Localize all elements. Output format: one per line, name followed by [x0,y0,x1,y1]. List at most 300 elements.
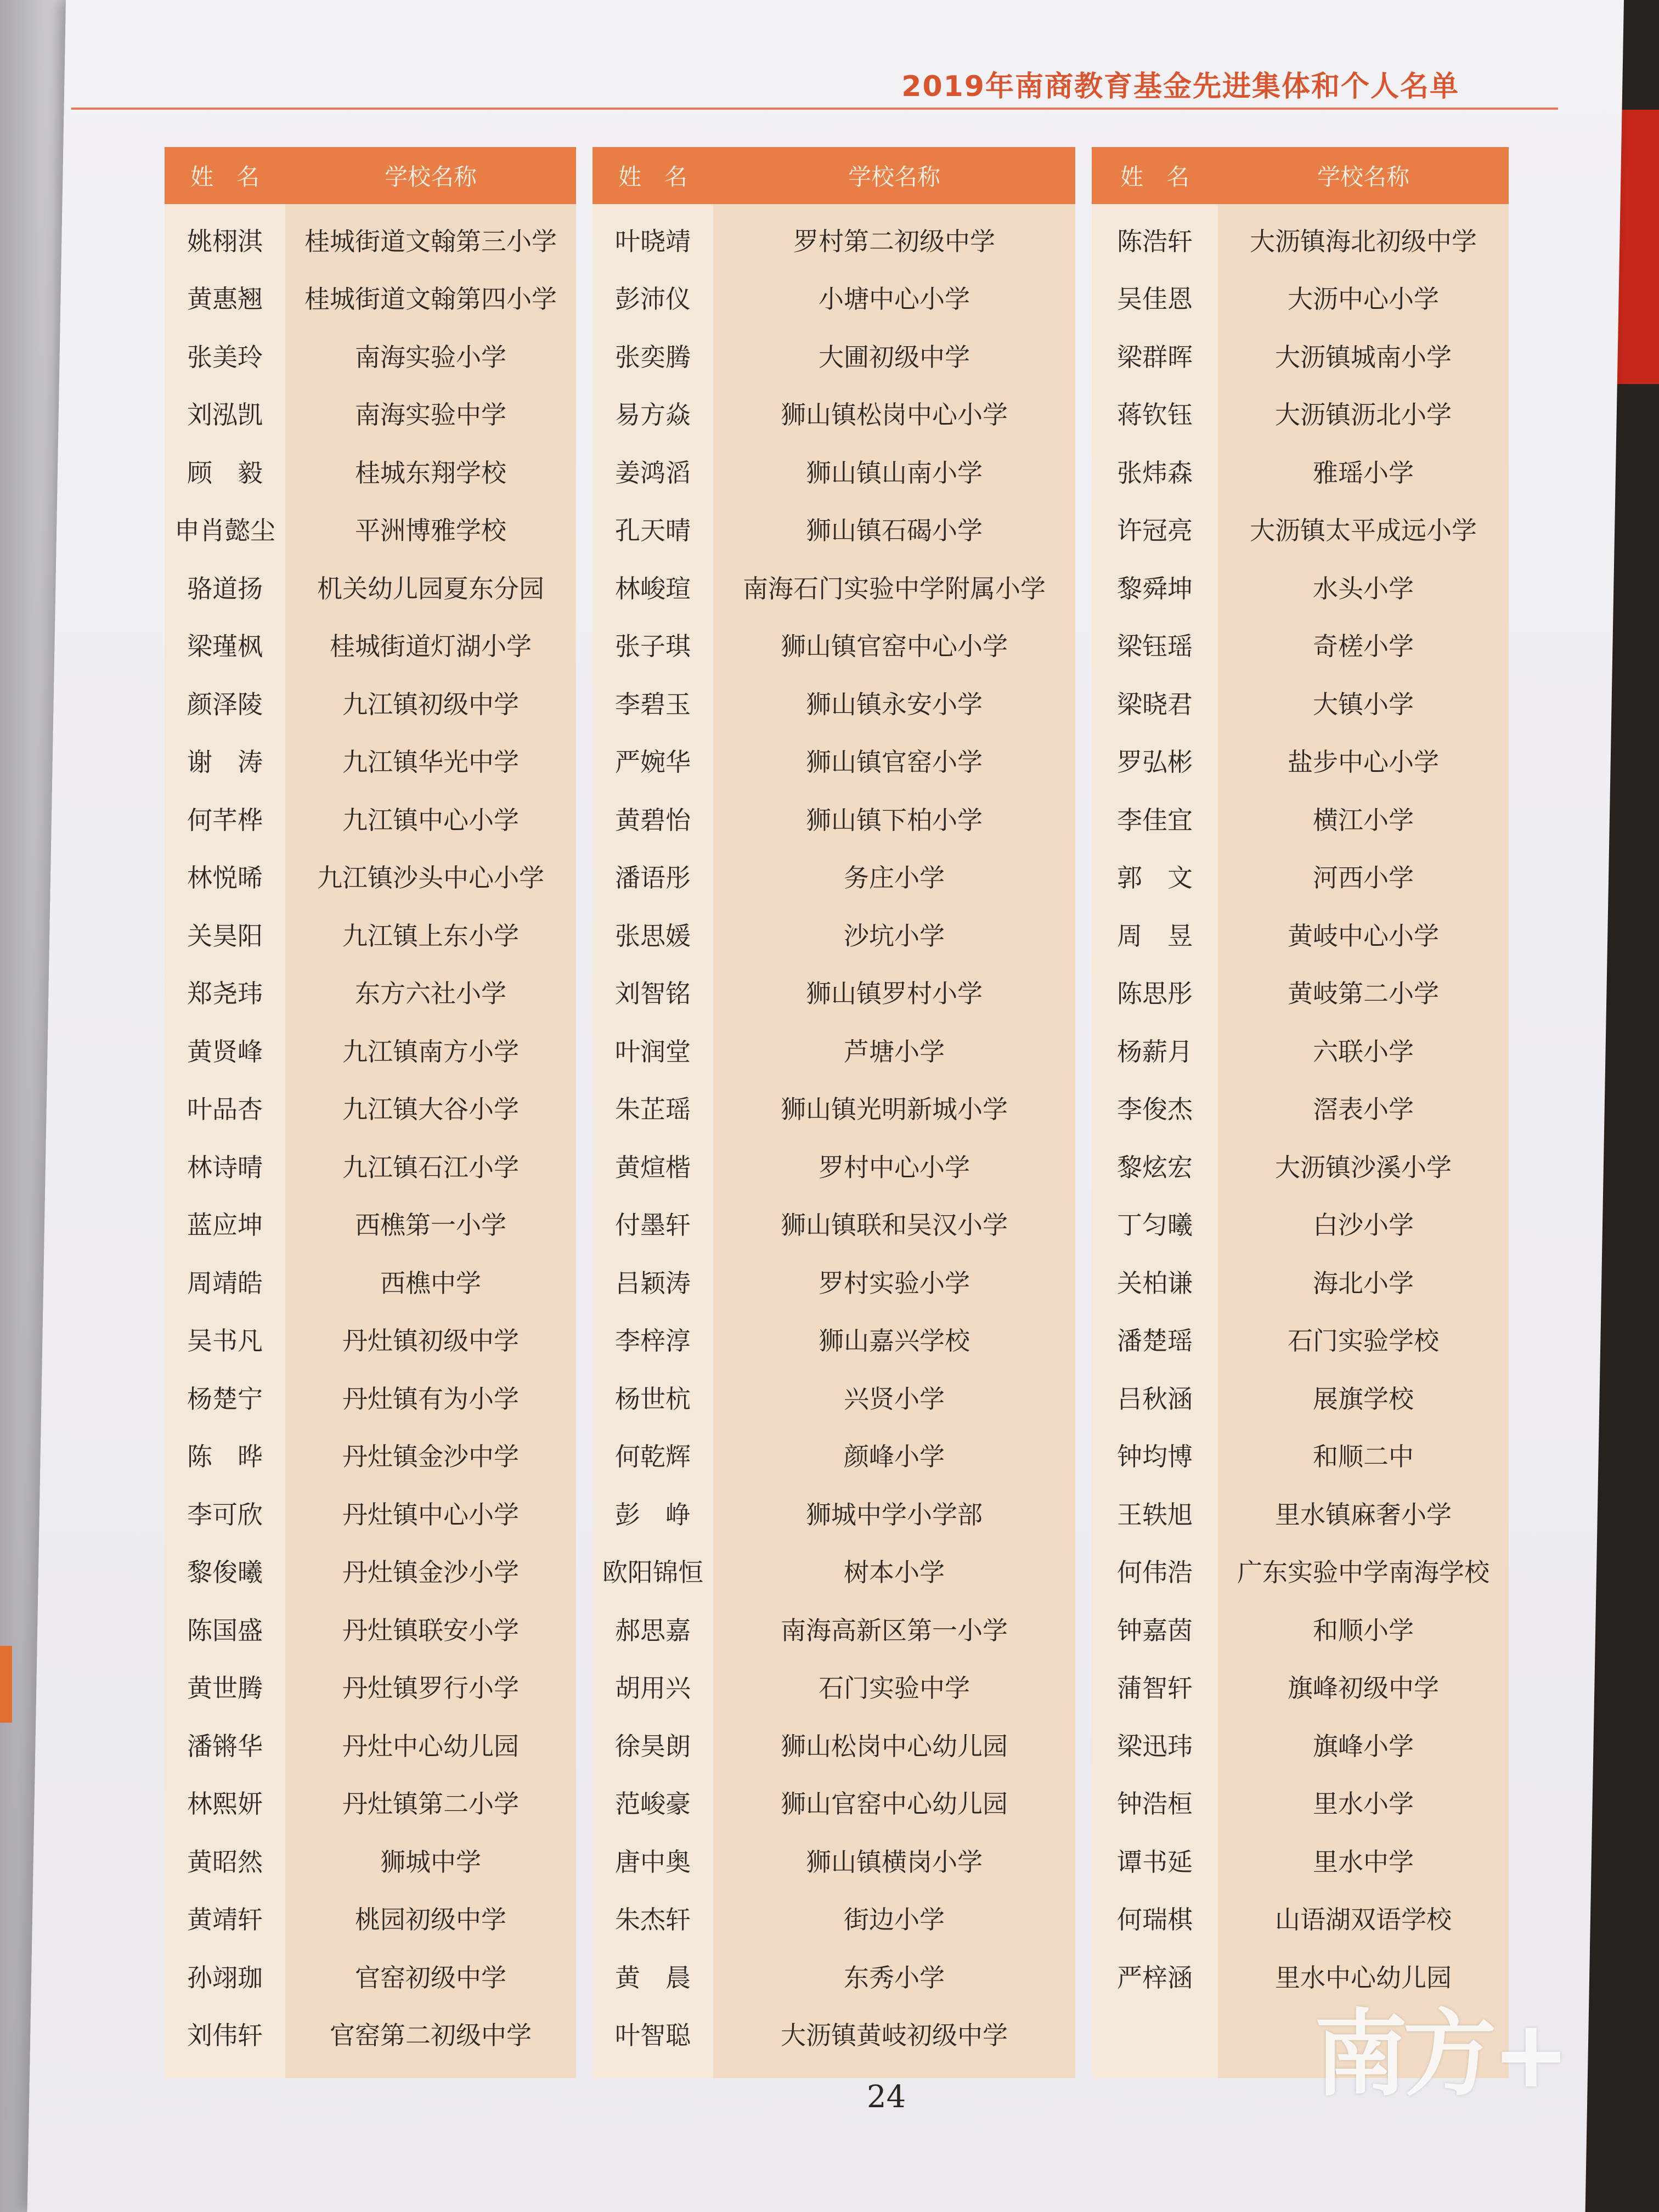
person-name: 郑尧玮 [187,979,263,1009]
table-row [592,1716,1075,1774]
school-name: 山语湖双语学校 [1275,1905,1452,1935]
table-row [592,211,1075,269]
school-name: 里水中心幼儿园 [1275,1962,1452,1993]
table-row [592,1600,1075,1658]
table-row [1092,674,1509,732]
school-name: 狮山镇联和吴汉小学 [781,1210,1008,1240]
table-row [592,1252,1075,1311]
table-row [165,211,576,269]
person-name: 李梓淳 [615,1326,691,1356]
person-name: 孔天晴 [615,516,691,546]
table-row [1092,1889,1509,1948]
table-body [592,204,1075,2078]
school-name: 狮山松岗中心幼儿园 [781,1731,1008,1761]
table-row [165,558,576,616]
school-name: 狮山镇松岗中心小学 [781,400,1008,430]
school-name: 九江镇华光中学 [342,747,519,777]
school-name: 大沥镇沥北小学 [1275,400,1452,430]
school-column-header: 学校名称 [848,163,940,190]
table-row [592,1368,1075,1426]
table-row [165,848,576,906]
school-name: 丹灶镇中心小学 [342,1499,519,1530]
table-row [165,1947,576,2005]
table-row [165,1831,576,1889]
table-row [1092,1195,1509,1253]
person-name: 许冠亮 [1117,516,1193,546]
school-name: 九江镇初级中学 [342,689,519,719]
table-row [592,269,1075,327]
school-name: 丹灶镇有为小学 [342,1384,519,1414]
person-name: 张思媛 [615,921,691,951]
person-name: 黄贤峰 [187,1036,263,1066]
person-name: 林熙妍 [187,1789,263,1819]
person-name: 周靖皓 [187,1268,263,1298]
person-name: 陈浩轩 [1117,226,1193,256]
school-name: 展旗学校 [1313,1384,1414,1414]
school-name: 桂城街道灯湖小学 [330,631,532,662]
school-name: 罗村第二初级中学 [793,226,995,256]
table-row [165,905,576,963]
table-row [1092,1137,1509,1195]
table-row [592,1542,1075,1600]
table-row [1092,326,1509,385]
school-name: 雅瑶小学 [1313,458,1414,488]
school-name: 滘表小学 [1313,1094,1414,1125]
school-name: 小塘中心小学 [819,284,970,314]
table-row [165,1426,576,1485]
person-name: 钟浩桓 [1117,1789,1193,1819]
school-name: 平洲博雅学校 [355,516,506,546]
school-name: 西樵中学 [380,1268,481,1298]
person-name: 叶智聪 [615,2021,691,2051]
table-row [592,1195,1075,1253]
table-body [165,204,576,2078]
school-name: 狮城中学 [380,1847,481,1877]
school-name: 大沥镇黄岐初级中学 [781,2021,1008,2051]
table-row [592,1889,1075,1948]
table-row [592,905,1075,963]
school-name: 大沥镇沙溪小学 [1275,1152,1452,1182]
table-row [592,326,1075,385]
person-name: 关柏谦 [1117,1268,1193,1298]
person-name: 梁晓君 [1117,689,1193,719]
school-name: 狮山镇横岗小学 [806,1847,983,1877]
school-name: 水头小学 [1313,573,1414,603]
table-row [1092,500,1509,558]
school-name: 旗峰小学 [1313,1731,1414,1761]
school-name: 九江镇大谷小学 [342,1094,519,1125]
person-name: 陈国盛 [187,1615,263,1645]
school-name: 狮山镇石碣小学 [806,516,983,546]
table-row [1092,963,1509,1022]
header-divider [71,108,1558,110]
person-name: 吴书凡 [187,1326,263,1356]
table-row [165,326,576,385]
document-page [27,0,1624,2212]
school-name: 九江镇沙头中心小学 [317,863,544,893]
person-name: 何伟浩 [1117,1558,1193,1588]
person-name: 李可欣 [187,1499,263,1530]
person-name: 严梓涵 [1117,1962,1193,1993]
table-row [1092,1774,1509,1832]
table-row [1092,1831,1509,1889]
school-name: 大沥镇城南小学 [1275,342,1452,372]
school-name: 桂城街道文翰第四小学 [304,284,557,314]
table-row [592,1079,1075,1137]
person-name: 梁钰瑶 [1117,631,1193,662]
school-name: 里水小学 [1313,1789,1414,1819]
school-name: 丹灶镇金沙小学 [342,1558,519,1588]
school-name: 九江镇中心小学 [342,805,519,835]
table-row [1092,848,1509,906]
person-name: 黎俊曦 [187,1558,263,1588]
table-row [592,1426,1075,1485]
table-row [592,616,1075,674]
school-name: 黄岐第二小学 [1288,979,1439,1009]
table-row [592,1021,1075,1079]
person-name: 钟嘉茵 [1117,1615,1193,1645]
table-header [1092,147,1509,204]
table-row [165,616,576,674]
school-name: 官窑第二初级中学 [330,2021,532,2051]
table-row [165,500,576,558]
table-row [1092,1716,1509,1774]
table-row [592,789,1075,848]
school-name: 东秀小学 [844,1962,945,1993]
table-row [165,1889,576,1948]
school-name: 九江镇上东小学 [342,921,519,951]
table-row [592,1484,1075,1542]
school-name: 狮城中学小学部 [806,1499,983,1530]
table-row [165,385,576,443]
person-name: 蒲智轩 [1117,1673,1193,1703]
table-row [165,732,576,790]
school-name: 罗村中心小学 [819,1152,970,1182]
table-row [165,269,576,327]
person-name: 何乾辉 [615,1442,691,1472]
table-row [592,1831,1075,1889]
school-name: 官窑初级中学 [355,1962,506,1993]
table-row [1092,1426,1509,1485]
school-name: 桃园初级中学 [355,1905,506,1935]
school-name: 狮山镇官窑中心小学 [781,631,1008,662]
table-row [592,1774,1075,1832]
table-row [165,1542,576,1600]
person-name: 谭书延 [1117,1847,1193,1877]
school-name: 南海石门实验中学附属小学 [743,573,1046,603]
school-name: 和顺小学 [1313,1615,1414,1645]
person-name: 罗弘彬 [1117,747,1193,777]
school-name: 狮山镇罗村小学 [806,979,983,1009]
person-name: 欧阳锦恒 [602,1558,703,1588]
person-name: 叶品杏 [187,1094,263,1125]
person-name: 骆道扬 [187,573,263,603]
person-name: 唐中奥 [615,1847,691,1877]
table-row [165,1600,576,1658]
person-name: 陈 晔 [187,1442,263,1472]
person-name: 黄昭然 [187,1847,263,1877]
person-name: 叶润堂 [615,1036,691,1066]
table-row [165,1484,576,1542]
person-name: 黎舜坤 [1117,573,1193,603]
person-name: 彭沛仪 [615,284,691,314]
person-name: 胡用兴 [615,1673,691,1703]
table-row [1092,905,1509,963]
table-row [592,2005,1075,2063]
person-name: 杨楚宁 [187,1384,263,1414]
table-row [165,1195,576,1253]
person-name: 严婉华 [615,747,691,777]
school-name: 黄岐中心小学 [1288,921,1439,951]
school-name: 罗村实验小学 [819,1268,970,1298]
person-name: 朱芷瑶 [615,1094,691,1125]
school-name: 狮山镇山南小学 [806,458,983,488]
school-name: 九江镇南方小学 [342,1036,519,1066]
person-name: 梁迅玮 [1117,1731,1193,1761]
school-name: 丹灶镇金沙中学 [342,1442,519,1472]
school-name: 兴贤小学 [844,1384,945,1414]
person-name: 孙翊珈 [187,1962,263,1993]
table-row [1092,789,1509,848]
school-name: 务庄小学 [844,863,945,893]
name-column-header: 姓 名 [1120,163,1189,190]
person-name: 叶晓靖 [615,226,691,256]
page-header-title: 2019年南商教育基金先进集体和个人名单 [901,70,1459,103]
person-name: 周 昱 [1117,921,1193,951]
table-row [1092,1658,1509,1716]
table-row [1092,385,1509,443]
person-name: 姚栩淇 [187,226,263,256]
person-name: 顾 毅 [187,458,263,488]
table-row [1092,442,1509,500]
person-name: 吕颖涛 [615,1268,691,1298]
school-name: 东方六社小学 [355,979,506,1009]
person-name: 黄世腾 [187,1673,263,1703]
table-row [1092,269,1509,327]
person-name: 黄煊楷 [615,1152,691,1182]
person-name: 颜泽陵 [187,689,263,719]
school-name: 狮山镇下柏小学 [806,805,983,835]
table-row [165,1021,576,1079]
school-name: 狮山镇永安小学 [806,689,983,719]
table-header [592,147,1075,204]
person-name: 黄靖轩 [187,1905,263,1935]
table-row [1092,1542,1509,1600]
school-name: 机关幼儿园夏东分园 [317,573,544,603]
person-name: 陈思彤 [1117,979,1193,1009]
school-name: 里水中学 [1313,1847,1414,1877]
person-name: 黄 晨 [615,1962,691,1993]
person-name: 张奕腾 [615,342,691,372]
table-row [1092,1484,1509,1542]
school-name: 旗峰初级中学 [1288,1673,1439,1703]
table-row [165,1658,576,1716]
school-name: 石门实验学校 [1288,1326,1439,1356]
table-row [592,1137,1075,1195]
person-name: 张子琪 [615,631,691,662]
table-row [165,674,576,732]
person-name: 郝思嘉 [615,1615,691,1645]
school-name: 大圃初级中学 [819,342,970,372]
person-name: 李佳宜 [1117,805,1193,835]
person-name: 蓝应坤 [187,1210,263,1240]
school-name: 大沥镇太平成远小学 [1250,516,1477,546]
school-name: 大镇小学 [1313,689,1414,719]
school-name: 海北小学 [1313,1268,1414,1298]
adjacent-page-accent [0,1646,12,1723]
school-name: 奇槎小学 [1313,631,1414,662]
person-name: 黎炫宏 [1117,1152,1193,1182]
school-name: 丹灶镇第二小学 [342,1789,519,1819]
table-row [165,1716,576,1774]
person-name: 黄碧怡 [615,805,691,835]
person-name: 刘智铭 [615,979,691,1009]
table-row [1092,1600,1509,1658]
table-row [592,963,1075,1022]
person-name: 蒋钦钰 [1117,400,1193,430]
school-name: 芦塘小学 [844,1036,945,1066]
table-row [592,732,1075,790]
table-header [165,147,576,204]
person-name: 徐昊朗 [615,1731,691,1761]
school-name: 南海高新区第一小学 [781,1615,1008,1645]
table-row [1092,558,1509,616]
person-name: 范峻豪 [615,1789,691,1819]
person-name: 杨薪月 [1117,1036,1193,1066]
school-name: 沙坑小学 [844,921,945,951]
person-name: 李俊杰 [1117,1094,1193,1125]
school-name: 狮山镇光明新城小学 [781,1094,1008,1125]
school-name: 丹灶镇初级中学 [342,1326,519,1356]
school-name: 大沥镇海北初级中学 [1250,226,1477,256]
table-row [592,674,1075,732]
table-row [165,442,576,500]
person-name: 王轶旭 [1117,1499,1193,1530]
person-name: 黄惠翘 [187,284,263,314]
table-row [592,500,1075,558]
school-name: 南海实验小学 [355,342,506,372]
person-name: 杨世杭 [615,1384,691,1414]
person-name: 丁匀曦 [1117,1210,1193,1240]
table-row [165,963,576,1022]
table-row [165,1311,576,1369]
person-name: 彭 峥 [615,1499,691,1530]
school-name: 和顺二中 [1313,1442,1414,1472]
table-row [592,848,1075,906]
table-row [1092,1252,1509,1311]
school-name: 白沙小学 [1313,1210,1414,1240]
school-name: 狮山嘉兴学校 [819,1326,970,1356]
school-name: 横江小学 [1313,805,1414,835]
table-row [165,1368,576,1426]
person-name: 钟均博 [1117,1442,1193,1472]
person-name: 梁群晖 [1117,342,1193,372]
person-name: 潘楚瑶 [1117,1326,1193,1356]
table-row [165,789,576,848]
school-name: 树本小学 [844,1558,945,1588]
person-name: 张炜森 [1117,458,1193,488]
table-row [592,385,1075,443]
publisher-watermark: 南方+ [1314,2000,1566,2109]
table-body [1092,204,1509,2078]
person-name: 刘伟轩 [187,2021,263,2051]
person-name: 何瑞棋 [1117,1905,1193,1935]
school-name: 丹灶镇联安小学 [342,1615,519,1645]
school-name: 里水镇麻奢小学 [1275,1499,1452,1530]
school-name: 丹灶镇罗行小学 [342,1673,519,1703]
person-name: 郭 文 [1117,863,1193,893]
person-name: 李碧玉 [615,689,691,719]
school-name: 河西小学 [1313,863,1414,893]
table-row [165,1137,576,1195]
table-row [1092,1311,1509,1369]
person-name: 吕秋涵 [1117,1384,1193,1414]
table-row [165,1252,576,1311]
person-name: 潘锵华 [187,1731,263,1761]
school-name: 狮山镇官窑小学 [806,747,983,777]
person-name: 林悦晞 [187,863,263,893]
person-name: 关昊阳 [187,921,263,951]
person-name: 潘语彤 [615,863,691,893]
name-column-header: 姓 名 [190,163,259,190]
school-name: 桂城东翔学校 [355,458,506,488]
table-row [592,442,1075,500]
school-name: 狮山官窑中心幼儿园 [781,1789,1008,1819]
school-name: 南海实验中学 [355,400,506,430]
school-name: 九江镇石江小学 [342,1152,519,1182]
school-column-header: 学校名称 [384,163,477,190]
person-name: 易方焱 [615,400,691,430]
table-row [165,1774,576,1832]
person-name: 吴佳恩 [1117,284,1193,314]
person-name: 张美玲 [187,342,263,372]
school-name: 广东实验中学南海学校 [1237,1558,1489,1588]
table-row [592,1658,1075,1716]
page-number: 24 [867,2079,906,2115]
table-row [592,1311,1075,1369]
school-name: 大沥中心小学 [1288,284,1439,314]
person-name: 林诗晴 [187,1152,263,1182]
school-name: 颜峰小学 [844,1442,945,1472]
table-row [1092,616,1509,674]
person-name: 朱杰轩 [615,1905,691,1935]
name-column-header: 姓 名 [618,163,687,190]
school-column-header: 学校名称 [1317,163,1409,190]
table-row [1092,1079,1509,1137]
table-row [592,558,1075,616]
person-name: 梁瑾枫 [187,631,263,662]
table-row [1092,1021,1509,1079]
table-row [1092,1368,1509,1426]
table-row [1092,732,1509,790]
person-name: 付墨轩 [615,1210,691,1240]
school-name: 丹灶中心幼儿园 [342,1731,519,1761]
person-name: 何芊桦 [187,805,263,835]
school-name: 西樵第一小学 [355,1210,506,1240]
person-name: 姜鸿滔 [615,458,691,488]
school-name: 街边小学 [844,1905,945,1935]
school-name: 盐步中心小学 [1288,747,1439,777]
table-row [165,2005,576,2063]
person-name: 谢 涛 [187,747,263,777]
table-row [1092,211,1509,269]
school-name: 六联小学 [1313,1036,1414,1066]
person-name: 刘泓凯 [187,400,263,430]
table-row [165,1079,576,1137]
school-name: 石门实验中学 [819,1673,970,1703]
person-name: 申肖懿尘 [174,516,275,546]
school-name: 桂城街道文翰第三小学 [304,226,557,256]
